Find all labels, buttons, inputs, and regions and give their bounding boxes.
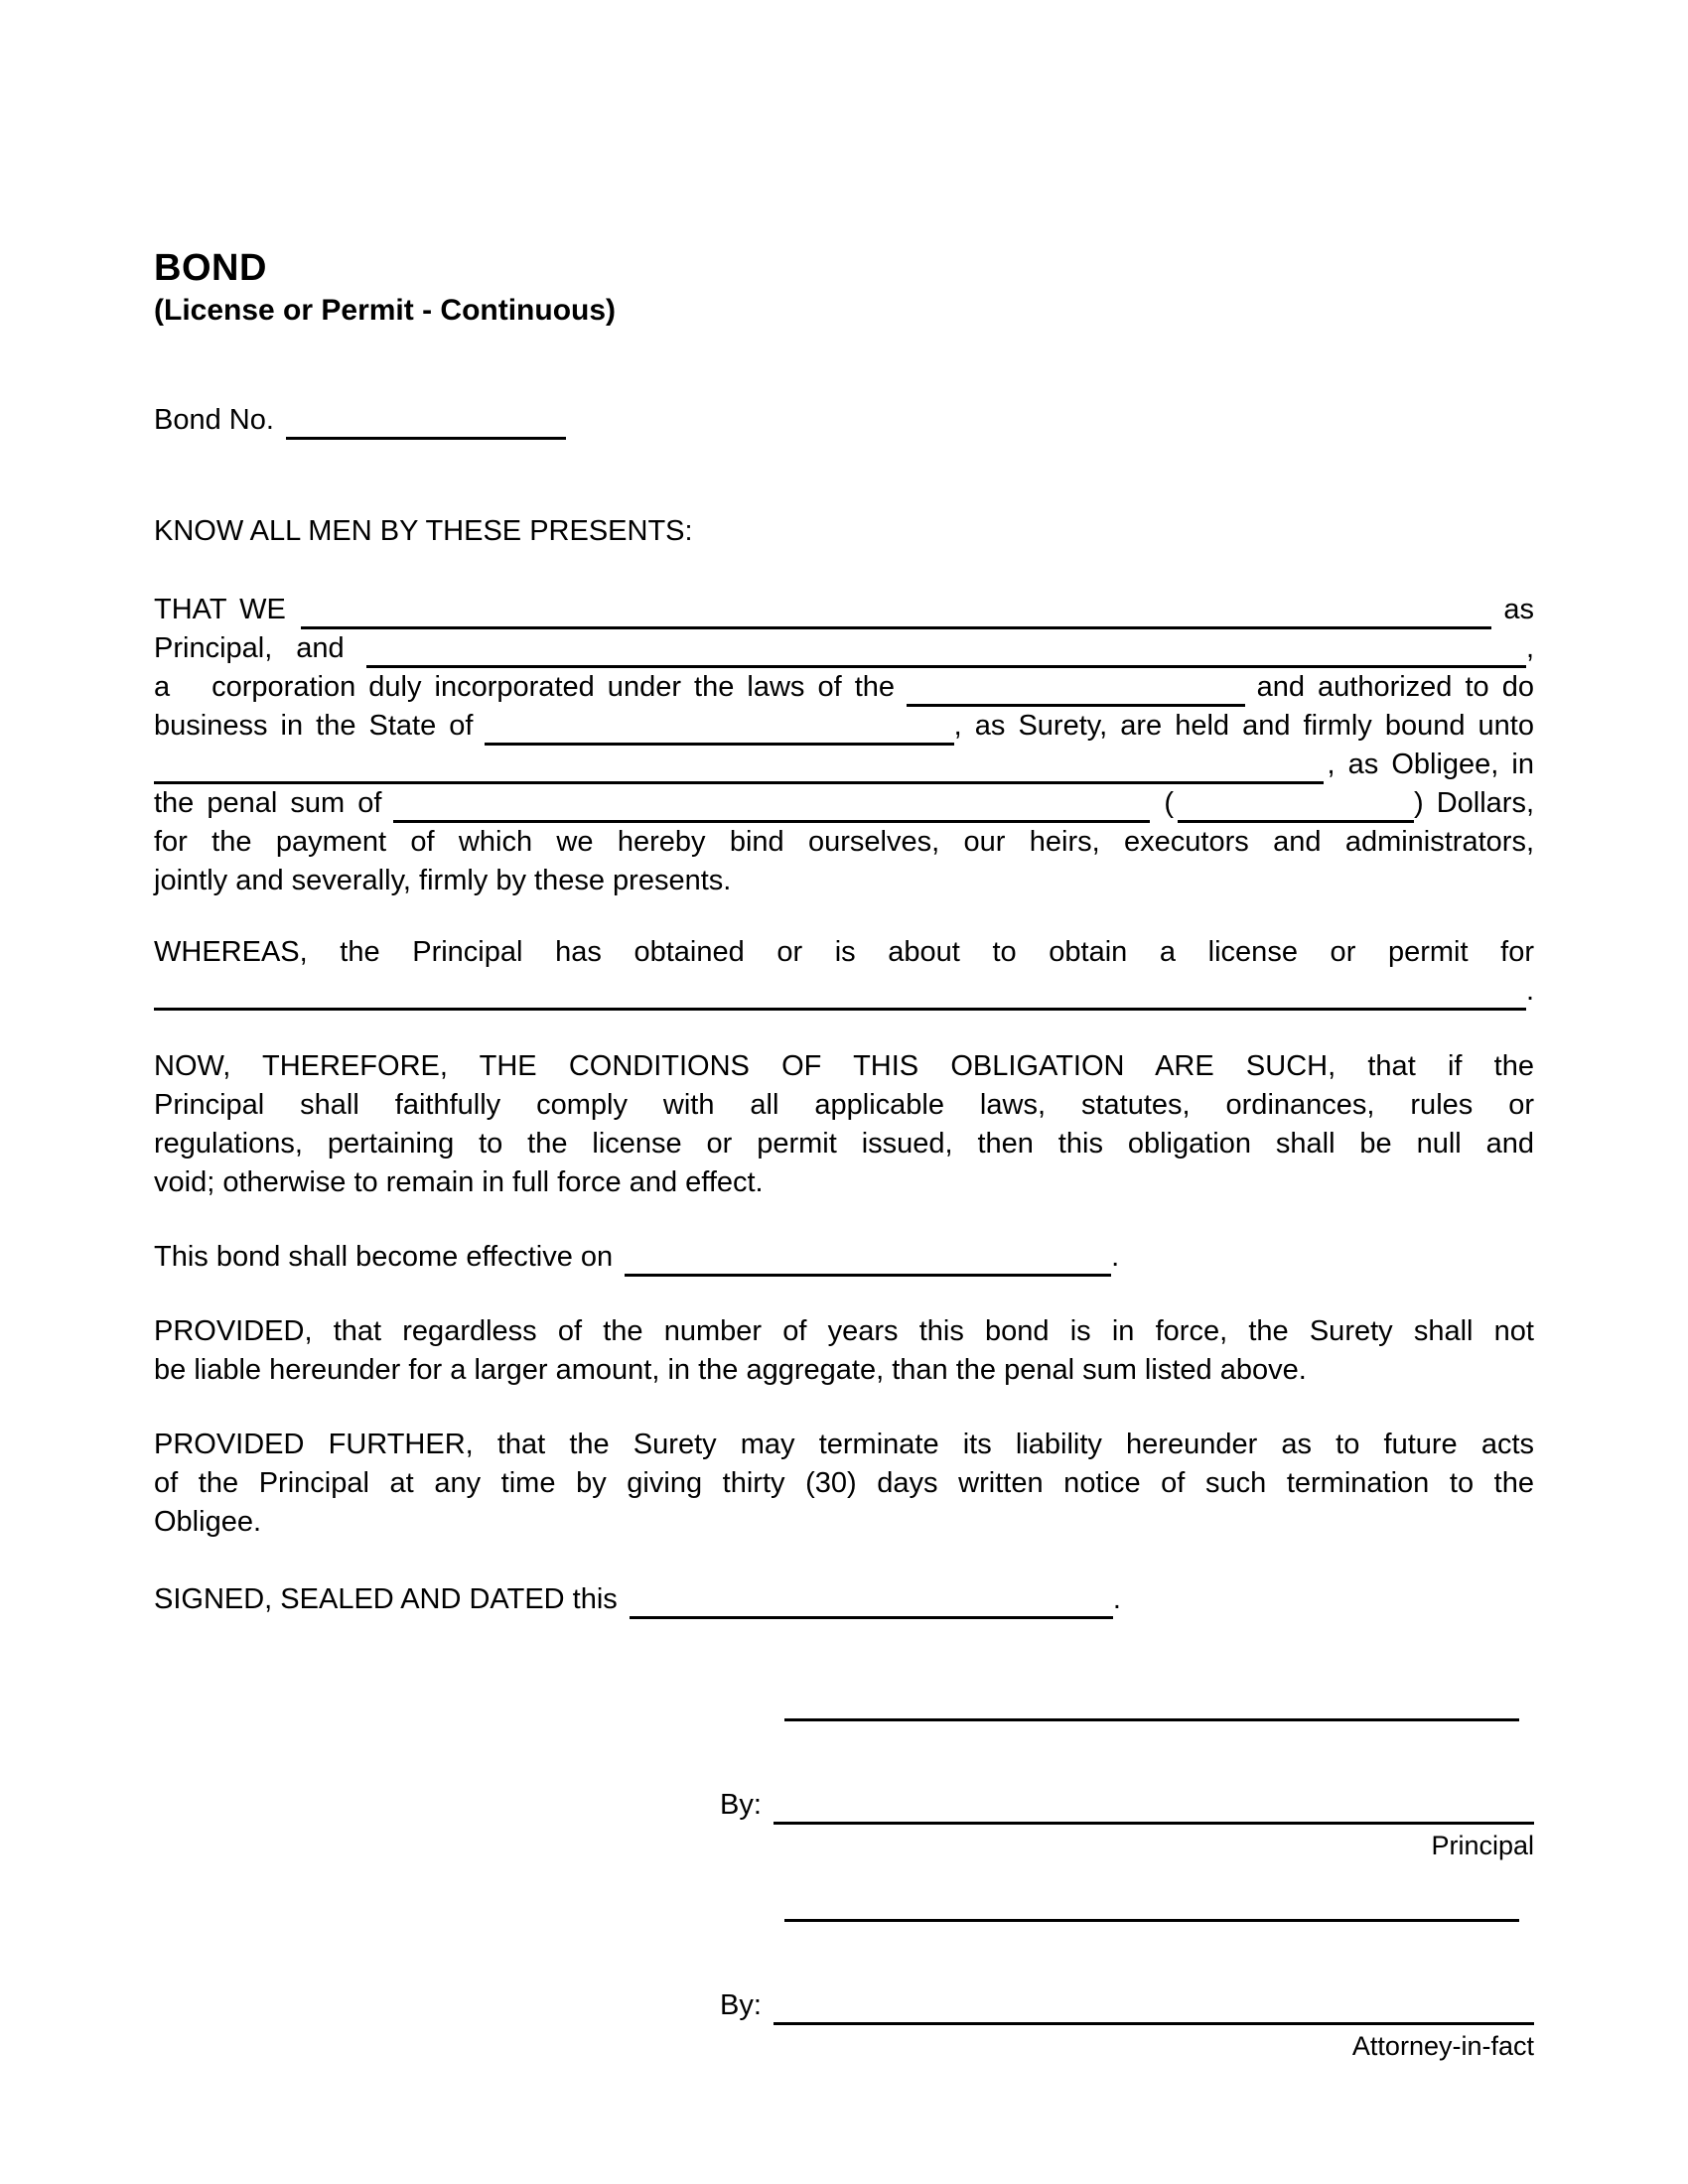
- dated-date-blank[interactable]: [630, 1580, 1113, 1619]
- attorney-signature-blank[interactable]: [774, 1986, 1534, 2025]
- principal-by-row: [720, 1786, 1534, 1825]
- payment-line: for the payment of which we hereby bind ourselves, our heirs, executors and administrators,: [154, 826, 1534, 858]
- bond-number-label: Bond No.: [154, 404, 274, 436]
- principal-role-label: Principal: [1431, 1831, 1534, 1860]
- provided-paragraph: [154, 1312, 1534, 1390]
- surety-company-line[interactable]: [784, 1919, 1519, 1922]
- provided-line-1: PROVIDED, that regardless of the number of years this bond is in force, the Surety shall not: [154, 1315, 1534, 1347]
- principal-name-blank[interactable]: [301, 591, 1492, 629]
- business-text: business in the State of: [154, 710, 474, 742]
- and-word: and: [296, 632, 345, 664]
- signed-dated-row: [154, 1580, 1534, 1619]
- as-text: as: [1503, 594, 1534, 625]
- jointly-line: jointly and severally, firmly by these presents.: [154, 865, 732, 896]
- effective-date-row: [154, 1238, 1534, 1277]
- document-title: BOND: [154, 247, 267, 289]
- dollars-text: ) Dollars,: [1413, 787, 1534, 819]
- principal-signature-blank[interactable]: [774, 1786, 1534, 1825]
- signed-dated-label: SIGNED, SEALED AND DATED this: [154, 1583, 618, 1615]
- authorized-text: and authorized to do: [1256, 671, 1534, 703]
- corporation-text: corporation duly incorporated under the laws of the: [211, 671, 896, 703]
- trailing-comma: ,: [1525, 632, 1534, 664]
- salutation-line: KNOW ALL MEN BY THESE PRESENTS:: [154, 515, 693, 547]
- effective-period: .: [1111, 1241, 1120, 1273]
- penal-sum-line: [154, 784, 1534, 823]
- penal-sum-figures-blank[interactable]: [1178, 784, 1414, 823]
- obligee-line: [154, 746, 1534, 784]
- whereas-period: .: [1525, 975, 1534, 1007]
- attorney-by-row: [720, 1986, 1534, 2025]
- principal-by-label: By:: [720, 1789, 762, 1821]
- provided-further-line-3: Obligee.: [154, 1506, 262, 1538]
- license-description-blank[interactable]: [154, 972, 1526, 1011]
- bond-number-row: [154, 401, 1534, 440]
- attorney-role-label: Attorney-in-fact: [1351, 2031, 1534, 2061]
- business-state-line: [154, 707, 1534, 746]
- principal-word: Principal,: [154, 632, 273, 664]
- obligee-text: , as Obligee, in: [1327, 749, 1534, 780]
- bond-number-blank[interactable]: [286, 401, 566, 440]
- penal-sum-text: the penal sum of: [154, 787, 382, 819]
- signed-period: .: [1112, 1583, 1121, 1615]
- principal-company-line[interactable]: [784, 1718, 1519, 1721]
- incorporation-state-blank[interactable]: [907, 668, 1245, 707]
- surety-state-blank[interactable]: [485, 707, 953, 746]
- surety-text: , as Surety, are held and firmly bound unto: [953, 710, 1534, 742]
- attorney-by-label: By:: [720, 1989, 762, 2021]
- open-paren: (: [1164, 787, 1174, 819]
- whereas-paragraph: [154, 933, 1534, 1011]
- conditions-paragraph: [154, 1047, 1534, 1202]
- penal-sum-words-blank[interactable]: [393, 784, 1150, 823]
- whereas-line: WHEREAS, the Principal has obtained or is about to obtain a license or permit for: [154, 936, 1534, 968]
- provided-further-paragraph: [154, 1426, 1534, 1542]
- effective-date-label: This bond shall become effective on: [154, 1241, 614, 1273]
- provided-further-line-2: of the Principal at any time by giving thirty (30) days written notice of such termination to the: [154, 1467, 1534, 1499]
- conditions-line-1: NOW, THEREFORE, THE CONDITIONS OF THIS OBLIGATION ARE SUCH, that if the: [154, 1050, 1534, 1082]
- surety-name-blank[interactable]: [366, 629, 1526, 668]
- license-description-line: [154, 972, 1534, 1011]
- principal-name-line: [154, 591, 1534, 629]
- conditions-line-2: Principal shall faithfully comply with all applicable laws, statutes, ordinances, rules or: [154, 1089, 1534, 1121]
- document-subtitle: (License or Permit - Continuous): [154, 294, 617, 327]
- obligation-paragraph: [154, 591, 1534, 900]
- incorporation-line: [154, 668, 1534, 707]
- that-we-text: THAT WE: [154, 594, 286, 625]
- obligee-name-blank[interactable]: [154, 746, 1324, 784]
- conditions-line-3: regulations, pertaining to the license or permit issued, then this obligation shall be null and: [154, 1128, 1534, 1160]
- effective-date-blank[interactable]: [625, 1238, 1111, 1277]
- conditions-line-4: void; otherwise to remain in full force and effect.: [154, 1166, 764, 1198]
- surety-name-line: [154, 629, 1534, 668]
- provided-line-2: be liable hereunder for a larger amount, in the aggregate, than the penal sum listed above.: [154, 1354, 1307, 1386]
- provided-further-line-1: PROVIDED FURTHER, that the Surety may terminate its liability hereunder as to future acts: [154, 1429, 1534, 1460]
- a-word: a: [154, 671, 171, 703]
